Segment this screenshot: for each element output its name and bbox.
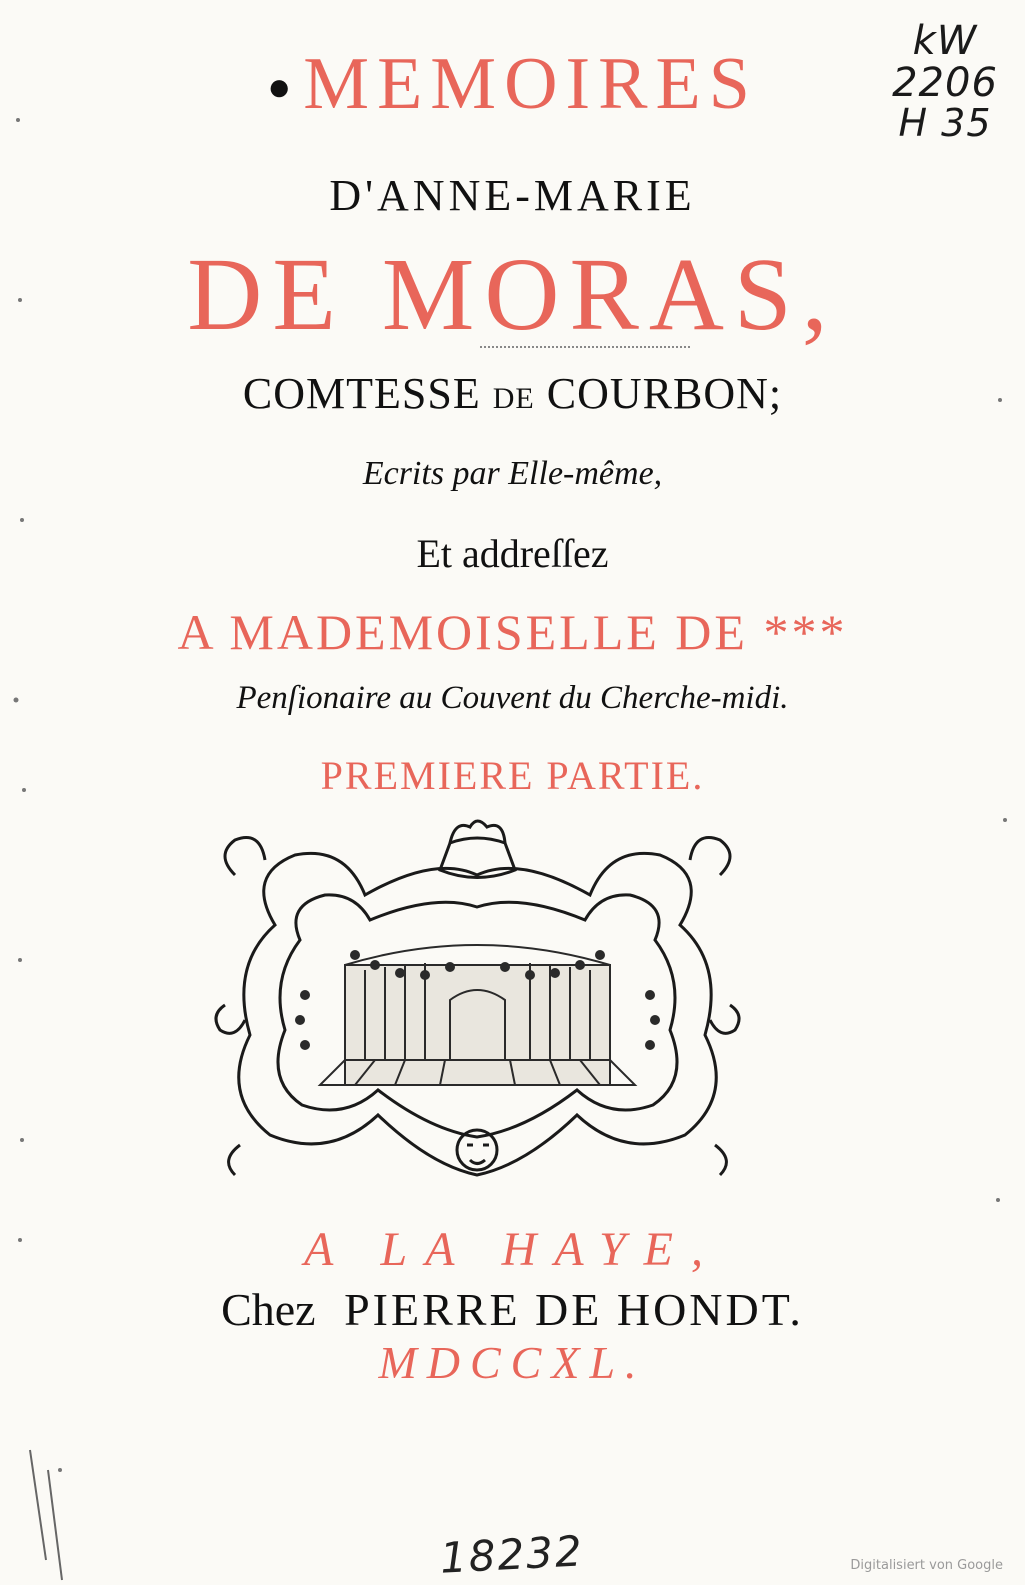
imprint-publisher-line <box>0 1283 1025 1336</box>
imprint-place: A LA HAYE, <box>304 1223 721 1276</box>
shelfmark-line-3: H 35 <box>898 101 992 145</box>
title-line-4-b: DE <box>492 382 535 415</box>
shelfmark-line-1: kW <box>912 18 978 64</box>
title-line-4 <box>0 368 1025 419</box>
imprint-chez: Chez <box>221 1284 316 1335</box>
title-line-4-c: COURBON; <box>546 369 783 418</box>
title-line-4-a: COMTESSE <box>242 369 481 418</box>
bullet-dot: ● <box>267 64 300 109</box>
title-line-7: A MADEMOISELLE DE *** <box>177 604 848 660</box>
engraved-vignette <box>205 815 750 1195</box>
title-line-2: D'ANNE-MARIE <box>329 171 696 220</box>
shelfmark-line-2: 2206 <box>892 60 998 106</box>
title-line-5: Ecrits par Elle-même, <box>362 455 663 492</box>
title-line-1: MEMOIRES <box>303 43 758 125</box>
divider-rule <box>480 346 690 348</box>
title-line-3: DE MORAS, <box>187 237 838 352</box>
imprint-publisher: PIERRE DE HONDT. <box>344 1284 804 1335</box>
inventory-number: 18232 <box>438 1526 585 1583</box>
digitization-watermark: Digitalisiert von Google <box>850 1558 1003 1573</box>
title-memoires <box>0 42 1025 127</box>
title-line-8: Penſionaire au Couvent du Cherche-midi. <box>236 680 789 716</box>
title-line-6: Et addreſſez <box>416 531 609 576</box>
title-line-9: PREMIERE PARTIE. <box>320 753 705 798</box>
imprint-year: MDCCXL. <box>378 1337 647 1388</box>
